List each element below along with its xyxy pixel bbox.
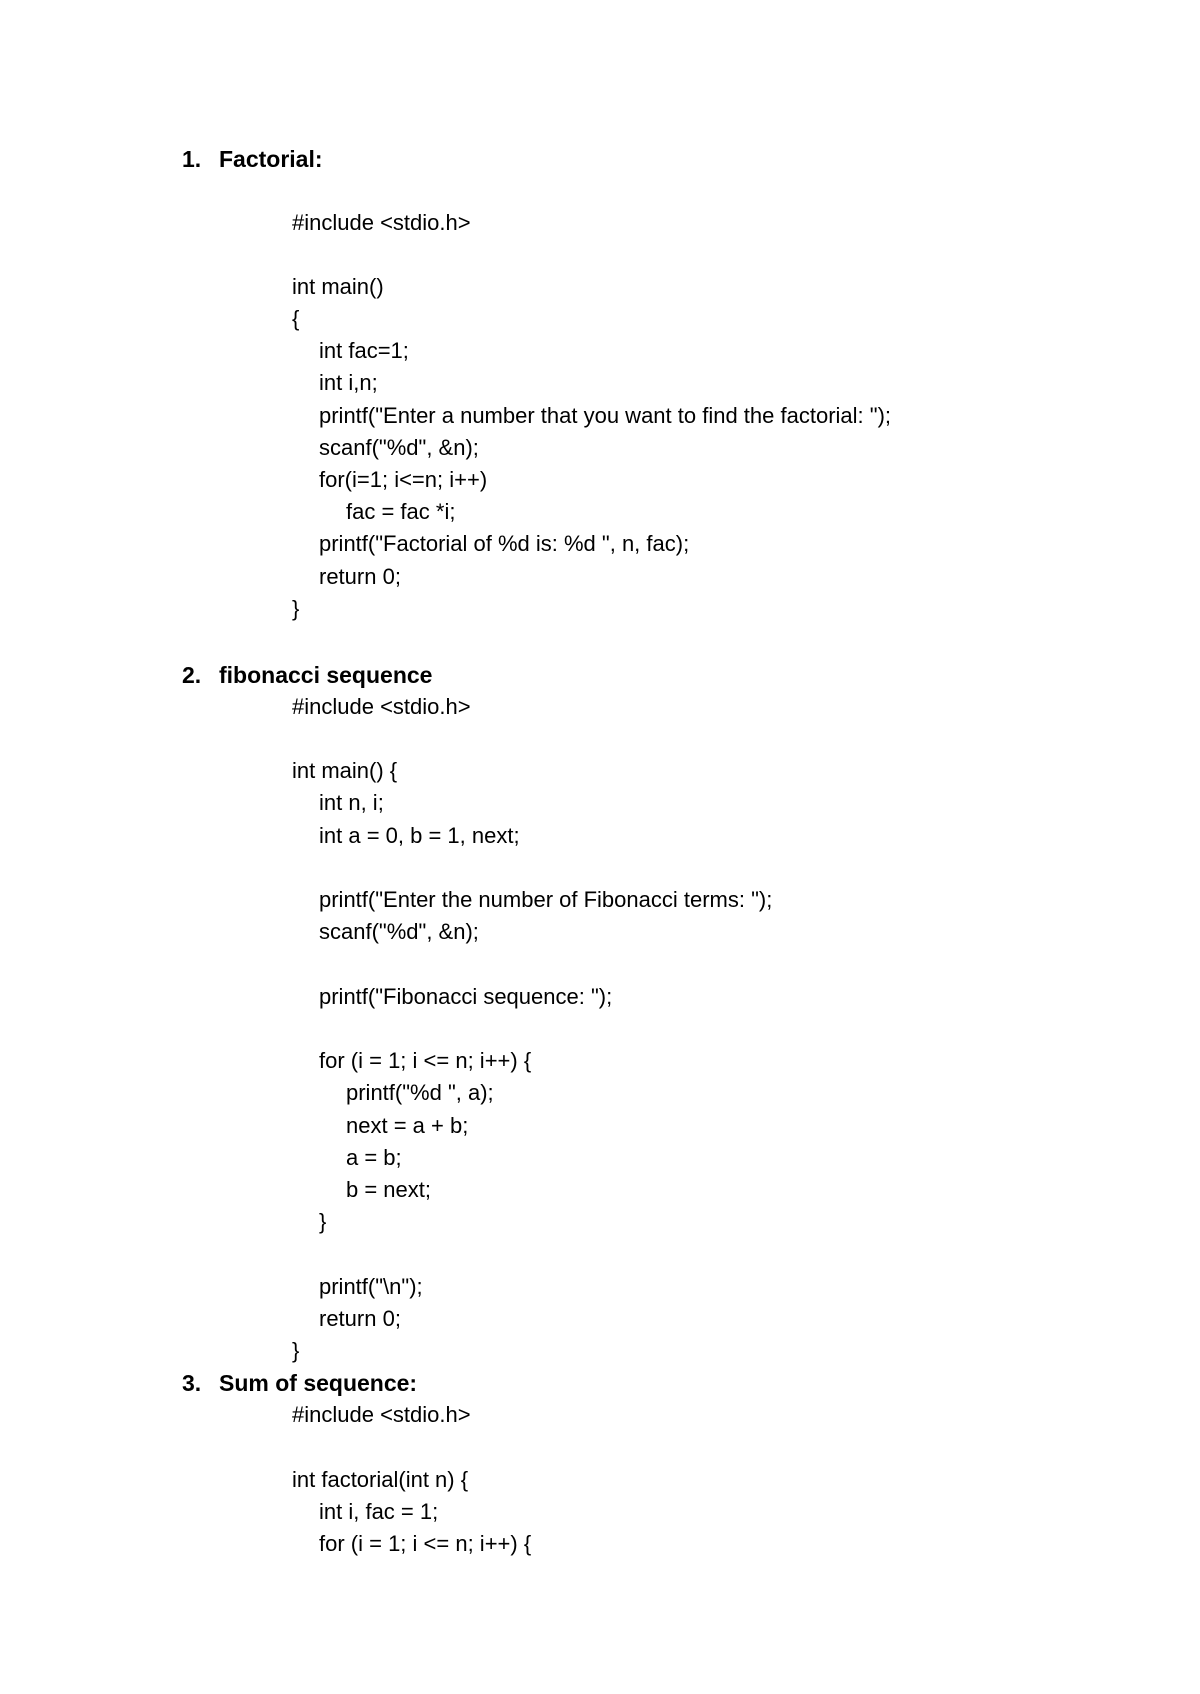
code-line: printf("\n");	[319, 1274, 423, 1299]
code-line: int factorial(int n) {	[292, 1467, 469, 1492]
section-title: Sum of sequence:	[219, 1370, 418, 1396]
code-line: int main() {	[292, 758, 398, 783]
code-line: fac = fac *i;	[346, 499, 456, 524]
code-line: for(i=1; i<=n; i++)	[319, 467, 488, 492]
code-line: }	[292, 1338, 300, 1363]
code-line: int a = 0, b = 1, next;	[319, 823, 520, 848]
code-line: #include <stdio.h>	[292, 210, 471, 235]
section-title: fibonacci sequence	[219, 662, 433, 688]
code-line: return 0;	[319, 564, 401, 589]
code-line: int i, fac = 1;	[319, 1499, 439, 1524]
code-line: printf("Factorial of %d is: %d ", n, fac);	[319, 531, 690, 556]
code-line: return 0;	[319, 1306, 401, 1331]
code-line: for (i = 1; i <= n; i++) {	[319, 1048, 532, 1073]
code-line: for (i = 1; i <= n; i++) {	[319, 1531, 532, 1556]
section-heading-factorial	[182, 143, 323, 175]
code-line: a = b;	[346, 1145, 402, 1170]
code-line: }	[319, 1209, 327, 1234]
code-line: printf("Fibonacci sequence: ");	[319, 984, 613, 1009]
code-line: printf("Enter a number that you want to find the factorial: ");	[319, 403, 892, 428]
section-title: Factorial:	[219, 146, 323, 172]
code-line: int n, i;	[319, 790, 384, 815]
code-line: printf("%d ", a);	[346, 1080, 494, 1105]
section-heading-sum-of-sequence	[182, 1367, 417, 1399]
code-line: {	[292, 306, 300, 331]
section-number: 1.	[182, 146, 202, 172]
code-line: #include <stdio.h>	[292, 1402, 471, 1427]
section-number: 3.	[182, 1370, 202, 1396]
code-line: #include <stdio.h>	[292, 694, 471, 719]
code-line: int fac=1;	[319, 338, 409, 363]
section-heading-fibonacci	[182, 659, 432, 691]
code-line: }	[292, 596, 300, 621]
code-line: scanf("%d", &n);	[319, 435, 479, 460]
section-number: 2.	[182, 662, 202, 688]
code-line: int main()	[292, 274, 384, 299]
code-line: scanf("%d", &n);	[319, 919, 479, 944]
code-line: b = next;	[346, 1177, 432, 1202]
code-line: next = a + b;	[346, 1113, 469, 1138]
code-line: printf("Enter the number of Fibonacci terms: ");	[319, 887, 773, 912]
code-line: int i,n;	[319, 370, 378, 395]
